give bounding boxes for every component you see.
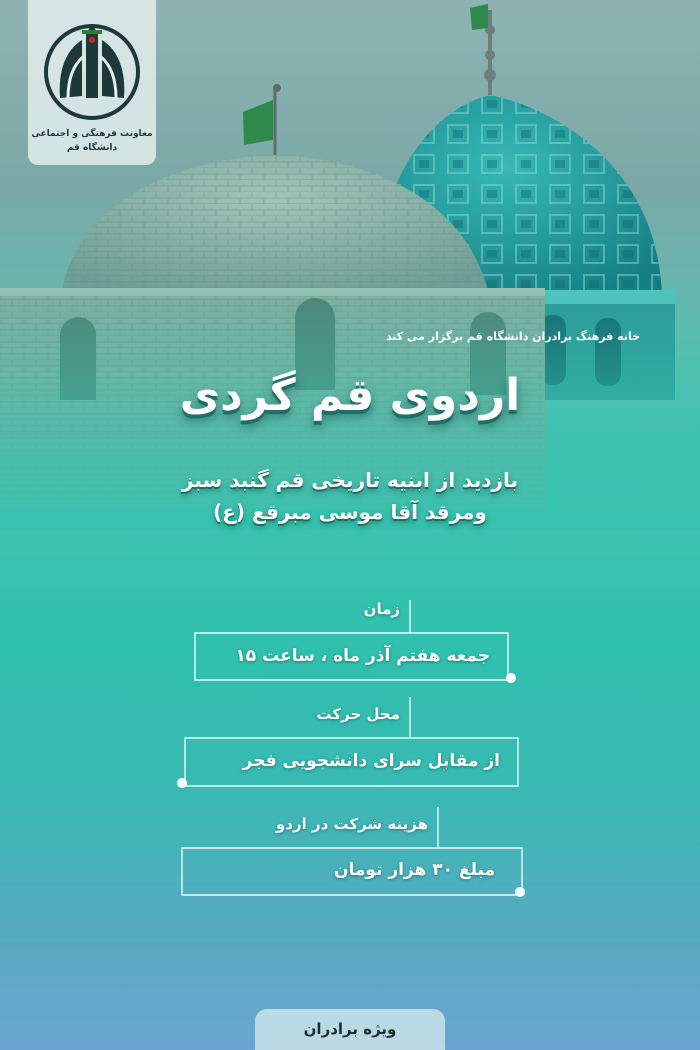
flag-icon <box>243 100 273 145</box>
poster-title: اردوی قم گردی <box>179 370 521 421</box>
departure-value: از مقابل سرای دانشجویی فجر <box>242 751 500 771</box>
description-line-2: ومرقد آقا موسی مبرقع (ع) <box>213 500 487 524</box>
description-line-1: بازدید از ابنیه تاریخی قم گنبد سبز <box>181 468 519 492</box>
university-logo-icon <box>28 0 156 120</box>
cost-label: هزینه شرکت در اردو <box>275 815 428 833</box>
logo-caption-line2: دانشگاه قم <box>66 143 118 153</box>
presenter-line: خانه فرهنگ برادران دانشگاه قم برگزار می کند <box>385 330 640 343</box>
detail-frames <box>182 600 522 895</box>
audience-text: ویژه برادران <box>303 1020 397 1038</box>
time-label: زمان <box>363 600 400 618</box>
audience-badge <box>255 1009 445 1050</box>
university-logo-card <box>28 0 156 165</box>
logo-caption-line1: معاونت فرهنگی و اجتماعی <box>31 129 153 139</box>
departure-label: محل حرکت <box>316 705 400 723</box>
time-value: جمعه هفتم آذر ماه ، ساعت ۱۵ <box>235 646 490 666</box>
flag-icon <box>470 4 488 30</box>
cost-value: مبلغ ۳۰ هزار تومان <box>334 860 495 880</box>
